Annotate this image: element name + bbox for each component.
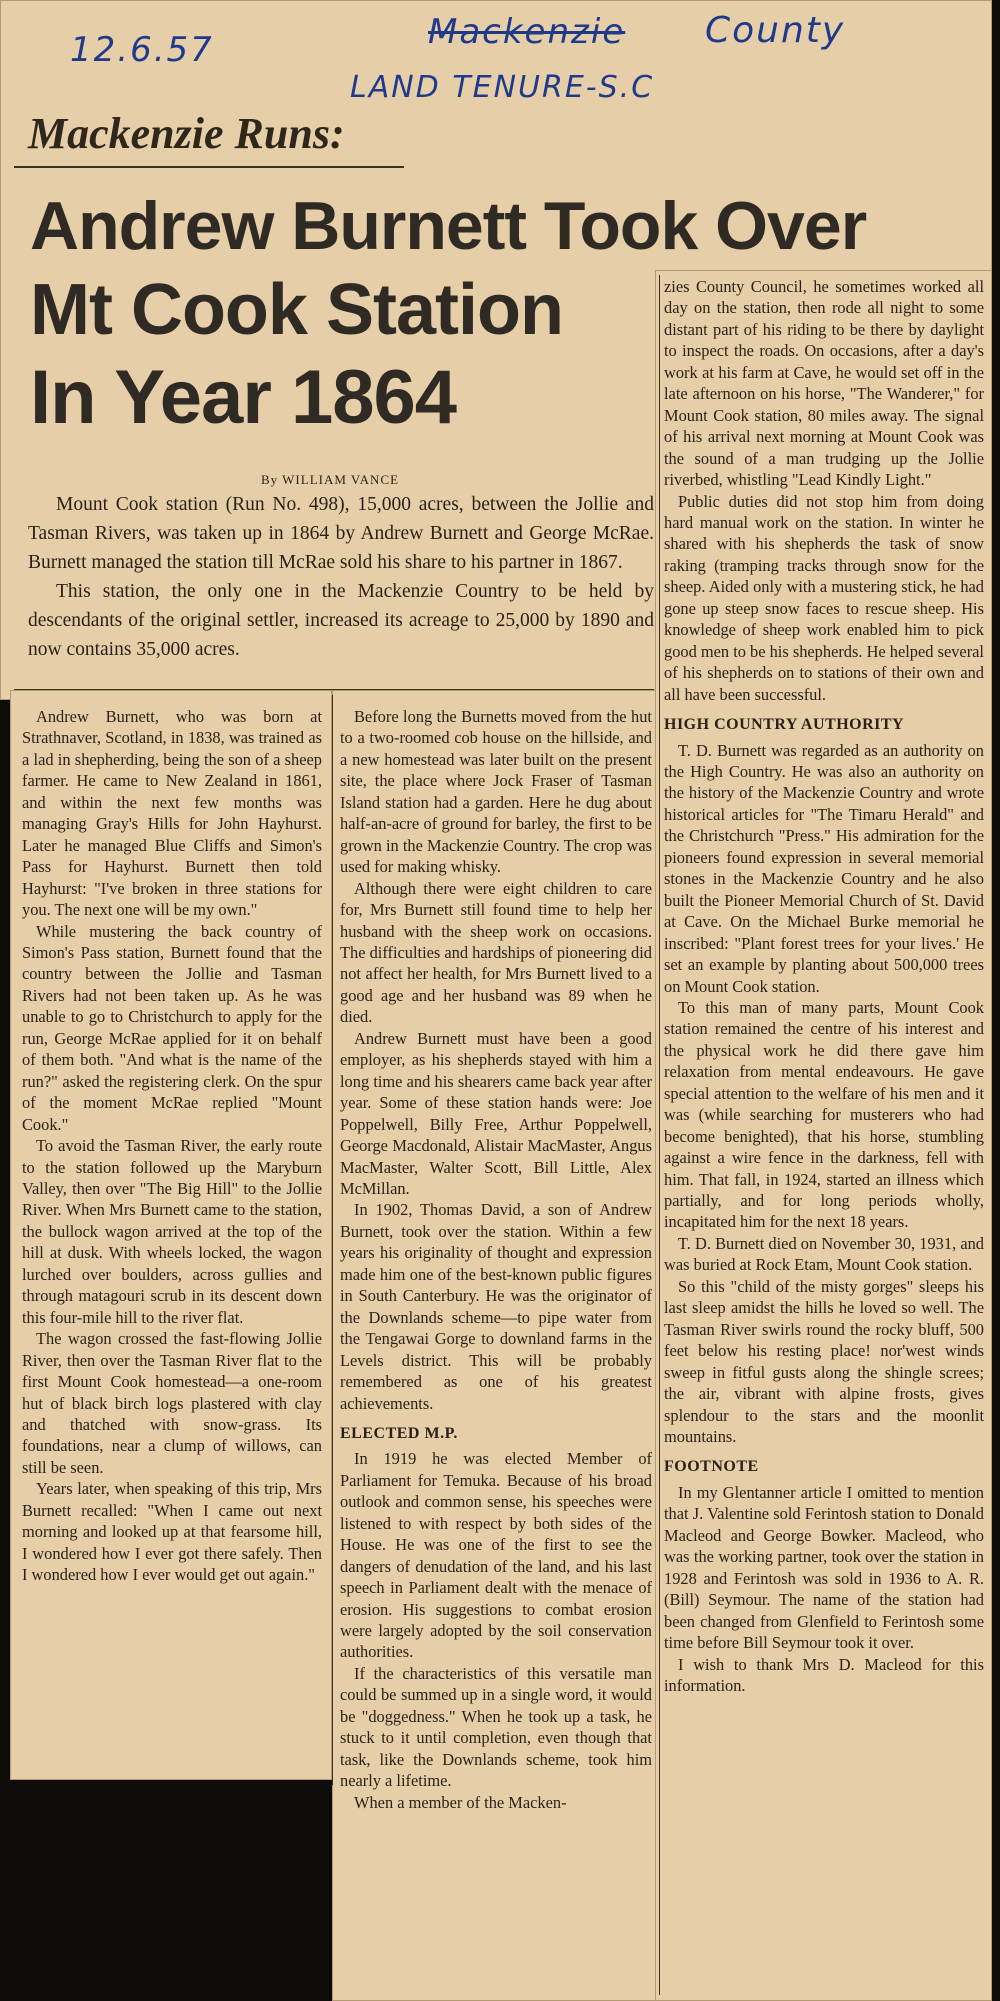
intro-paragraphs [28,490,654,664]
intro-paragraph: Mount Cook station (Run No. 498), 15,000 acres, between the Jollie and Tasman Rivers, was taken up in 1864 by Andrew Burnett and George McRae. Burnett managed the station till McRae sold his share to his partner in 1867. [28,494,654,573]
body-paragraph: In my Glentanner article I omitted to mention that J. Valentine sold Ferintosh station to Donald Macleod and George Bowker. Macleod, who was the working partner, took over the station in 1928 and Ferintosh was sold in 1936 to A. R. (Bill) Seymour. The name of the station had been changed from Glenfield to Ferintosh some time before Bill Seymour took it over. [664,1482,984,1653]
column-divider-right [659,275,660,1995]
section-kicker: Mackenzie Runs: [28,109,345,158]
body-paragraph: zies County Council, he sometimes worked all day on the station, then rode all night to some distant part of his riding to be there by daylight to inspect the roads. On occasions, after a day's work at his farm at Cave, he would set off in the late afternoon on his horse, "The Wanderer," for Mount Cook station, 80 miles away. The signal of his arrival next morning at Mount Cook was the sound of a man trudging up the Jollie riverbed, whistling "Lead Kindly Light." [664,277,984,490]
column-3 [664,276,984,1696]
headline-line-2: Mt Cook Station [30,270,563,350]
body-paragraph: If the characteristics of this versatile man could be summed up in a single word, it would be "doggedness." When he took up a task, he stuck to it until completion, even though that task, like the Downlands scheme, took him nearly a lifetime. [340,1663,652,1791]
column-1 [22,706,322,1586]
body-paragraph: I wish to thank Mrs D. Macleod for this information. [664,1654,984,1695]
handwritten-land-tenure: LAND TENURE-S.C [350,70,655,105]
body-paragraph: T. D. Burnett died on November 30, 1931, and was buried at Rock Etam, Mount Cook station. [664,1233,984,1275]
body-paragraph: In 1919 he was elected Member of Parliament for Temuka. Because of his broad outlook and common sense, his speeches were listened to with respect by both sides of the House. He was one of the first to see the dangers of denudation of the land, and his last speech in Parliament dealt with the menace of erosion. His suggestions to combat erosion were largely adopted by the soil conservation authorities. [340,1449,652,1662]
body-paragraph: While mustering the back country of Simon's Pass station, Burnett found that the country between the Jollie and Tasman Rivers had not been taken up. As he was unable to go to Christchurch to apply for the run, George McRae applied for it on behalf of them both. "And what is the name of the run?" asked the registering clerk. On the spur of the moment McRae replied "Mount Cook." [22,921,322,1134]
body-paragraph: Before long the Burnetts moved from the hut to a two-roomed cob house on the hillside, and a new homestead was later built on the present site, the place where Jock Fraser of Tasman Island station had a garden. Here he dug about half-an-acre of ground for barley, the first to be grown in the Mackenzie Country. The crop was used for making whisky. [340,707,652,877]
body-paragraph: Andrew Burnett, who was born at Strathnaver, Scotland, in 1838, was trained as a lad in shepherding, being the son of a sheep farmer. He came to New Zealand in 1861, and within the next few months was managing Gray's Hills for John Hayhurst. Later he managed Blue Cliffs and Simon's Pass for Hayhurst. Burnett then told Hayhurst: "I've broken in three stations for you. The next one will be my own." [22,707,322,920]
body-paragraph: To this man of many parts, Mount Cook station remained the centre of his interest and the physical work he did there gave him relaxation from mental endeavours. He gave special attention to the welfare of his men and it was (while searching for musterers who had become benighted), that his horse, stumbling against a wire fence in the darkness, fell with him. That fall, in 1924, started an illness which partially, and for long periods wholly, incapitated him for the next 18 years. [664,997,984,1232]
body-paragraph: T. D. Burnett was regarded as an authority on the High Country. He was also an authority on the history of the Mackenzie Country and wrote historical articles for "The Timaru Herald" and the Christchurch "Press." His admiration for the pioneers found expression in several memorial stones in the Mackenzie Country and he also built the Pioneer Memorial Church of St. David at Cave. On the Michael Burke memorial he inscribed: "Plant forest trees for your lives.' He set an example by planting about 500,000 trees on Mount Cook station. [664,740,984,996]
handwritten-county: County [705,10,846,51]
body-paragraph: Although there were eight children to care for, Mrs Burnett still found time to help her husband with the sheep work on occasions. The difficulties and hardships of pioneering did not affect her health, for Mrs Burnett lived to a good age and her husband was 89 when he died. [340,878,652,1027]
body-paragraph: Years later, when speaking of this trip, Mrs Burnett recalled: "When I came out next morning and looked up at that fearsome hill, I wondered how I ever got there safely. Then I wondered how I ever would get out again." [22,1479,322,1585]
column-2 [340,706,652,1813]
body-paragraph: So this "child of the misty gorges" sleeps his last sleep amidst the hills he loved so well. The Tasman River swirls round the rocky bluff, 500 feet below his resting place! nor'west winds sweep in fitful gusts along the shingle screes; the air, vibrant with alpine frosts, gives splendour to the stars and the moonlit mountains. [664,1276,984,1447]
body-paragraph: Andrew Burnett must have been a good employer, as his shepherds stayed with him a long time and his shearers came back year after year. Some of these station hands were: Joe Poppelwell, Billy Free, Arthur Poppelwell, George Macdonald, Alistair MacMaster, Angus MacMaster, Walter Scott, Bill Little, Alex McMillan. [340,1028,652,1198]
headline-line-1: Andrew Burnett Took Over [30,188,867,264]
handwritten-struck-word: Mackenzie [428,12,626,52]
subheading-elected-mp: ELECTED M.P. [340,1424,458,1442]
subheading-high-country-authority: HIGH COUNTRY AUTHORITY [664,716,905,734]
column-divider-left [332,695,333,1785]
subheading-footnote: FOOTNOTE [664,1458,759,1476]
body-paragraph: To avoid the Tasman River, the early route to the station followed up the Maryburn Valley, then over "The Big Hill" to the Jollie River. When Mrs Burnett came to the station, the bullock wagon arrived at the top of the hill at dusk. With wheels locked, the wagon lurched over boulders, across gullies and through matagouri scrub in its descent down this four-mile hill to the river flat. [22,1136,322,1327]
kicker-underline [14,166,404,168]
body-paragraph: Public duties did not stop him from doing hard manual work on the station. In winter he shared with his shepherds the task of snow raking (tramping tracks through snow for the sheep. Aided only with a mustering stick, he had gone up steep snow faces to rescue sheep. His knowledge of sheep work enabled him to pick good men to be his shepherds. He helped several of his shepherds on to stations of their own and all have been successful. [664,491,984,704]
byline: By WILLIAM VANCE [260,472,400,487]
intro-divider [14,689,654,690]
body-paragraph: The wagon crossed the fast-flowing Jollie River, then over the Tasman River flat to the first Mount Cook homestead—a one-room hut of black birch logs plastered with clay and thatched with snow-grass. Its foundations, near a clump of willows, can still be seen. [22,1329,322,1477]
handwritten-date: 12.6.57 [70,30,214,70]
intro-paragraph: This station, the only one in the Mackenzie Country to be held by descendants of the original settler, increased its acreage to 25,000 by 1890 and now contains 35,000 acres. [28,581,654,660]
headline-line-3: In Year 1864 [30,355,457,440]
body-paragraph: When a member of the Macken- [354,1792,567,1812]
body-paragraph: In 1902, Thomas David, a son of Andrew Burnett, took over the station. Within a few years his originality of thought and expression made him one of the best-known public figures in South Canterbury. He was the originator of the Downlands scheme—to pipe water from the Tengawai Gorge to downland farms in the Levels district. This will be probably remembered as one of his greatest achievements. [340,1200,652,1413]
